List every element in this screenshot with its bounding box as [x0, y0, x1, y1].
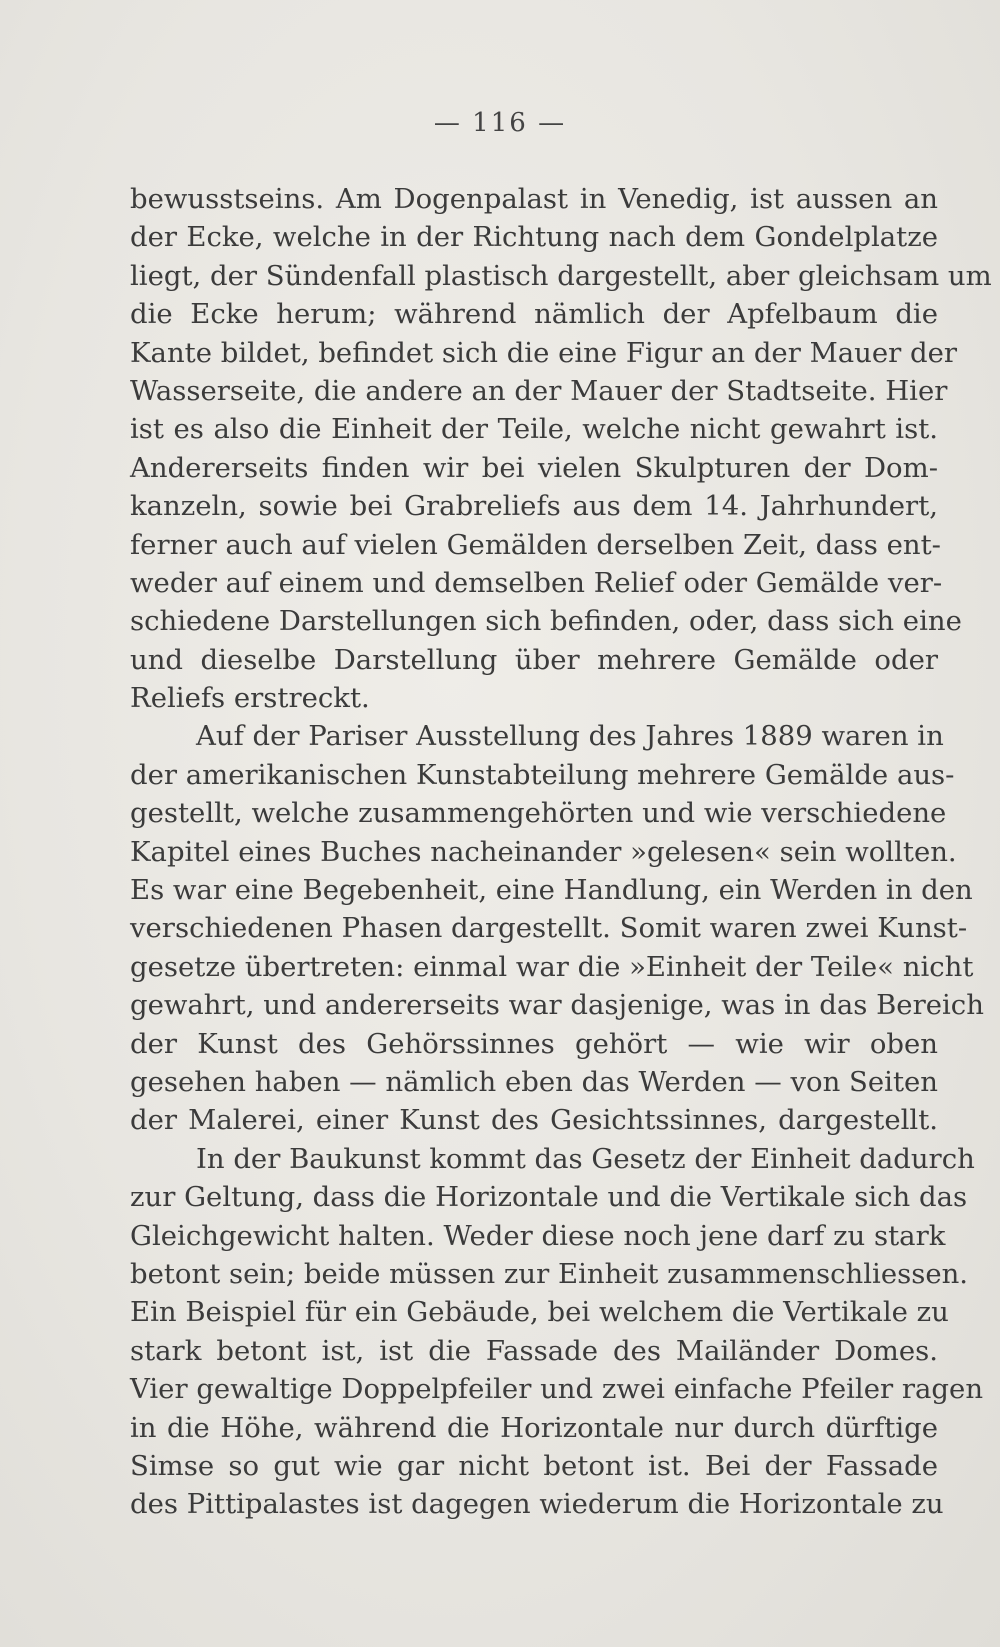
text-line: gestellt, welche zusammengehörten und wie verschiedene	[130, 797, 947, 830]
text-line: bewusstseins. Am Dogenpalast in Venedig, ist aussen an	[130, 183, 938, 215]
text-line: verschiedenen Phasen dargestellt. Somit waren zwei Kunst-	[130, 912, 968, 945]
text-line: Simse so gut wie gar nicht betont ist. Bei der Fassade	[130, 1449, 938, 1482]
text-line: kanzeln, sowie bei Grabreliefs aus dem 14. Jahrhundert,	[130, 490, 938, 523]
paragraph-1	[130, 180, 992, 717]
text-line: Vier gewaltige Doppelpfeiler und zwei einfache Pfeiler ragen	[130, 1373, 984, 1406]
text-line: Auf der Pariser Ausstellung des Jahres 1889 waren in	[196, 720, 944, 753]
text-line: Ein Beispiel für ein Gebäude, bei welchem die Vertikale zu	[130, 1296, 949, 1329]
text-line: Reliefs erstreckt.	[130, 682, 370, 715]
text-line: Wasserseite, die andere an der Mauer der Stadtseite. Hier	[130, 374, 948, 407]
text-line: gewahrt, und andererseits war dasjenige, was in das Bereich	[130, 989, 984, 1022]
text-line: der amerikanischen Kunstabteilung mehrere Gemälde aus-	[130, 758, 955, 791]
body-text	[130, 180, 992, 1524]
text-line: ferner auch auf vielen Gemälden derselben Zeit, dass ent-	[130, 528, 941, 561]
text-line: der Ecke, welche in der Richtung nach dem Gondelplatze	[130, 221, 938, 254]
text-line: der Kunst des Gehörssinnes gehört — wie wir oben	[130, 1027, 938, 1060]
paragraph-2	[130, 717, 984, 1139]
text-line: zur Geltung, dass die Horizontale und die Vertikale sich das	[130, 1181, 968, 1214]
text-line: ist es also die Einheit der Teile, welche nicht gewahrt ist.	[130, 413, 938, 446]
text-line: gesehen haben — nämlich eben das Werden — von Seiten	[130, 1065, 938, 1098]
text-line: in die Höhe, während die Horizontale nur durch dürftige	[130, 1411, 938, 1444]
paragraph-3	[130, 1140, 984, 1524]
page-number: — 116 —	[433, 108, 567, 138]
text-line: gesetze übertreten: einmal war die »Einheit der Teile« nicht	[130, 950, 974, 983]
text-line: liegt, der Sündenfall plastisch dargestellt, aber gleichsam um	[130, 259, 992, 292]
text-line: Kapitel eines Buches nacheinander »gelesen« sein wollten.	[130, 835, 957, 868]
text-line: Es war eine Begebenheit, eine Handlung, ein Werden in den	[130, 874, 973, 907]
text-line: der Malerei, einer Kunst des Gesichtssinnes, dargestellt.	[130, 1104, 938, 1137]
text-line: schiedene Darstellungen sich befinden, oder, dass sich eine	[130, 605, 962, 638]
text-line: Gleichgewicht halten. Weder diese noch jene darf zu stark	[130, 1219, 946, 1252]
text-line: In der Baukunst kommt das Gesetz der Einheit dadurch	[196, 1142, 975, 1175]
text-line: stark betont ist, ist die Fassade des Mailänder Domes.	[130, 1334, 938, 1367]
text-line: Andererseits finden wir bei vielen Skulpturen der Dom-	[130, 451, 938, 484]
text-line: die Ecke herum; während nämlich der Apfelbaum die	[130, 298, 938, 331]
text-line: und dieselbe Darstellung über mehrere Gemälde oder	[130, 643, 938, 676]
text-line: des Pittipalastes ist dagegen wiederum die Horizontale zu	[130, 1488, 944, 1521]
text-line: betont sein; beide müssen zur Einheit zusammenschliessen.	[130, 1257, 969, 1290]
text-line: Kante bildet, befindet sich die eine Figur an der Mauer der	[130, 336, 958, 369]
text-line: weder auf einem und demselben Relief oder Gemälde ver-	[130, 566, 943, 599]
